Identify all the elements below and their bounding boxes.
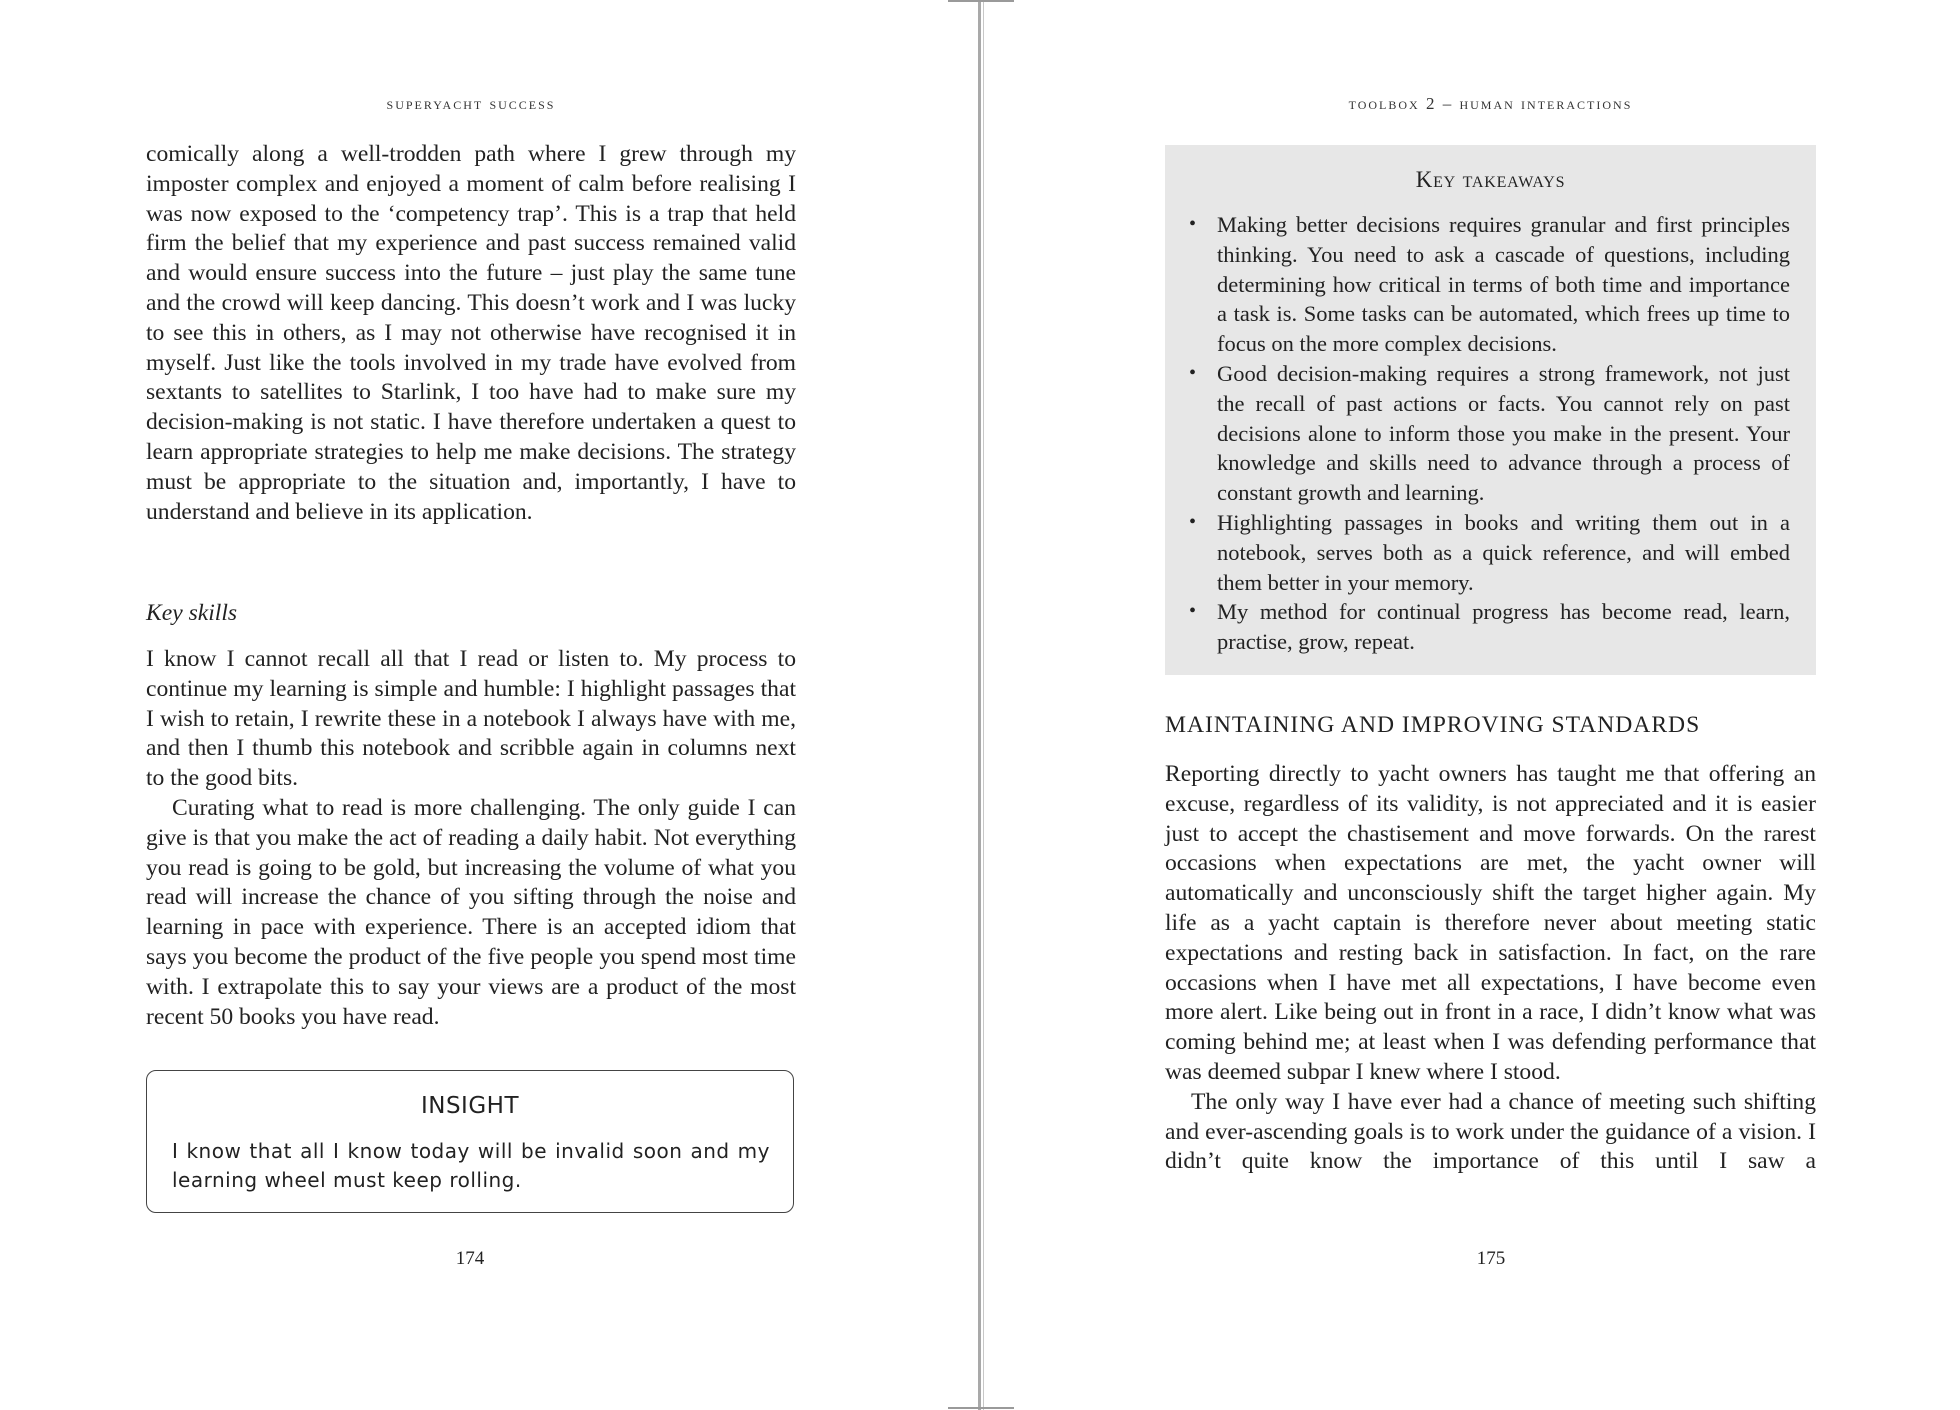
right-page — [990, 0, 1960, 1410]
paragraph: The only way I have ever had a chance of meeting such shifting and ever-ascending goals is to work under the guidance of a vision. I didn’t quite know the importance of this until I saw a — [1165, 1088, 1816, 1175]
insight-title: INSIGHT — [420, 1093, 520, 1119]
section-heading: MAINTAINING AND IMPROVING STANDARDS — [1165, 712, 1701, 738]
insight-text: I know that all I know today will be invalid soon and my learning wheel must keep rolling. — [172, 1139, 770, 1192]
paragraph: I know I cannot recall all that I read or listen to. My process to continue my learning is simple and humble: I highlight passages that I wish to retain, I rewrite these in a notebook I always have with me, and then I thumb this notebook and scribble again in columns next to the good bits. — [146, 646, 796, 792]
body-text-bottom — [146, 645, 796, 1032]
list-item: • Highlighting passages in books and writing them out in a notebook, serves both as a quick reference, and will embed them better in your memory. — [1189, 509, 1790, 595]
running-head-right: toolbox 2 – human interactions — [1348, 94, 1633, 113]
key-takeaways-title: Key takeaways — [1415, 167, 1566, 192]
key-takeaways-box — [1165, 145, 1816, 675]
bullet-icon: • — [1189, 510, 1197, 533]
running-head-left: superyacht success — [386, 94, 556, 113]
bullet-icon: • — [1189, 600, 1197, 623]
list-item: • Making better decisions requires granular and first principles thinking. You need to ask a cascade of questions, including determining how critical in terms of both time and importance a task is. Some tasks can be automated, which frees up time to focus on the more complex decisions. — [1189, 212, 1790, 357]
paragraph: Curating what to read is more challenging. The only guide I can give is that you make the act of reading a daily habit. Not everything you read is going to be gold, but increasing the volume of what you read will increase the chance of you sifting through the noise and learning in pace with experience. There is an accepted idiom that says you become the product of the five people you spend most time with. I extrapolate this to say your views are a product of the most recent 50 books you have read. — [146, 794, 796, 1030]
paragraph: Reporting directly to yacht owners has taught me that offering an excuse, regardless of its validity, is not appreciated and it is easier just to accept the chastisement and move forwards. On the rarest occasions when expectations are met, the yacht owner will automatically and unconsciously shift the target higher again. My life as a yacht captain is therefore never about meeting static expectations and resting back in satisfaction. In fact, on the rare occasions when I have met all expectations, I have become even more alert. Like being out in front in a race, I didn’t know what was coming behind me; at least when I was defending performance that was deemed subpar I knew where I stood. — [1165, 761, 1816, 1085]
key-takeaways-list — [1165, 210, 1816, 657]
bullet-icon: • — [1189, 213, 1197, 235]
subheading-key-skills: Key skills — [146, 600, 238, 626]
list-item: • Good decision-making requires a strong framework, not just the recall of past actions or facts. You cannot rely on past decisions alone to inform those you make in the present. Your knowledge and skills need to advance through a process of constant growth and learning. — [1189, 360, 1790, 506]
body-text-top — [146, 140, 796, 527]
page-number-left: 174 — [455, 1248, 485, 1269]
insight-box — [146, 1070, 794, 1213]
body-text-right — [1165, 760, 1816, 1177]
bullet-icon: • — [1189, 361, 1197, 384]
paragraph: comically along a well-trodden path where I grew through my imposter complex and enjoyed a moment of calm before realising I was now exposed to the ‘competency trap’. This is a trap that held firm the belief that my experience and past success remained valid and would ensure success into the future – just play the same tune and the crowd will keep dancing. This doesn’t work and I was lucky to see this in others, as I may not otherwise have recognised it in myself. Just like the tools involved in my trade have evolved from sextants to satellites to Starlink, I too have had to make sure my decision-making is not static. I have therefore undertaken a quest to learn appropriate strategies to help me make decisions. The strategy must be appropriate to the situation and, importantly, I have to understand and believe in its application. — [146, 141, 796, 525]
page-number-right: 175 — [1476, 1248, 1506, 1269]
book-gutter-line — [978, 0, 981, 1410]
left-page — [0, 0, 978, 1410]
list-item: • My method for continual progress has become read, learn, practise, grow, repeat. — [1189, 599, 1790, 655]
book-gutter-line — [983, 0, 984, 1410]
